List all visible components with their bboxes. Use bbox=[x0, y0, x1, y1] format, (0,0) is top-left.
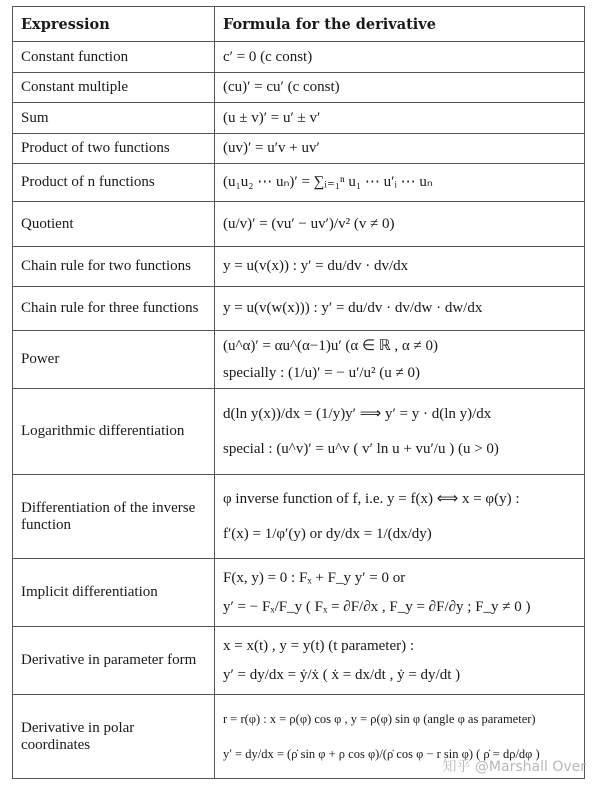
row-name: Quotient bbox=[13, 202, 215, 247]
row-name: Power bbox=[13, 331, 215, 389]
row-formula: (u/v)′ = (vu′ − uv′)/v² (v ≠ 0) bbox=[215, 202, 585, 247]
row-name: Derivative in polar coordinates bbox=[13, 695, 215, 779]
row-name: Chain rule for two functions bbox=[13, 247, 215, 287]
watermark: 知乎 @Marshall Over bbox=[442, 759, 586, 775]
row-name: Constant multiple bbox=[13, 73, 215, 103]
row-formula: y = u(v(x)) : y′ = du/dv · dv/dx bbox=[215, 247, 585, 287]
row-name: Implicit differentiation bbox=[13, 559, 215, 627]
row-name: Product of n functions bbox=[13, 164, 215, 202]
row-formula: F(x, y) = 0 : Fₓ + F_y y′ = 0 or y′ = − Fₓ/F_y ( Fₓ = ∂F/∂x , F_y = ∂F/∂y ; F_y ≠ 0 ) bbox=[215, 559, 585, 627]
row-formula: (uv)′ = u′v + uv′ bbox=[215, 134, 585, 164]
row-name: Logarithmic differentiation bbox=[13, 389, 215, 475]
header-expression: Expression bbox=[13, 7, 215, 42]
row-name: Constant function bbox=[13, 42, 215, 73]
row-name: Sum bbox=[13, 103, 215, 134]
row-formula: d(ln y(x))/dx = (1/y)y′ ⟹ y′ = y · d(ln y)/dx special : (u^v)′ = u^v ( v′ ln u + vu′/u ) (u > 0) bbox=[215, 389, 585, 475]
row-formula: (cu)′ = cu′ (c const) bbox=[215, 73, 585, 103]
row-name: Differentiation of the inverse function bbox=[13, 475, 215, 559]
row-name: Derivative in parameter form bbox=[13, 627, 215, 695]
row-name: Chain rule for three functions bbox=[13, 287, 215, 331]
row-formula: (u^α)′ = αu^(α−1)u′ (α ∈ ℝ , α ≠ 0) specially : (1/u)′ = − u′/u² (u ≠ 0) bbox=[215, 331, 585, 389]
row-formula: c′ = 0 (c const) bbox=[215, 42, 585, 73]
row-formula: (u₁u₂ ⋯ uₙ)′ = ∑ᵢ₌₁ⁿ u₁ ⋯ u′ᵢ ⋯ uₙ bbox=[215, 164, 585, 202]
row-name: Product of two functions bbox=[13, 134, 215, 164]
row-formula: (u ± v)′ = u′ ± v′ bbox=[215, 103, 585, 134]
row-formula: φ inverse function of f, i.e. y = f(x) ⟺ x = φ(y) : f′(x) = 1/φ′(y) or dy/dx = 1/(dx/dy) bbox=[215, 475, 585, 559]
row-formula: x = x(t) , y = y(t) (t parameter) : y′ = dy/dx = ẏ/ẋ ( ẋ = dx/dt , ẏ = dy/dt ) bbox=[215, 627, 585, 695]
row-formula: r = r(φ) : x = ρ(φ) cos φ , y = ρ(φ) sin φ (angle φ as parameter) y′ = dy/dx = (ρ̇ sin φ + ρ cos φ)/(ρ̇ cos φ − r sin φ) ( ρ̇ = dρ/dφ ) bbox=[215, 695, 585, 779]
derivative-table bbox=[12, 6, 585, 779]
row-formula: y = u(v(w(x))) : y′ = du/dv · dv/dw · dw/dx bbox=[215, 287, 585, 331]
header-formula: Formula for the derivative bbox=[215, 7, 585, 42]
